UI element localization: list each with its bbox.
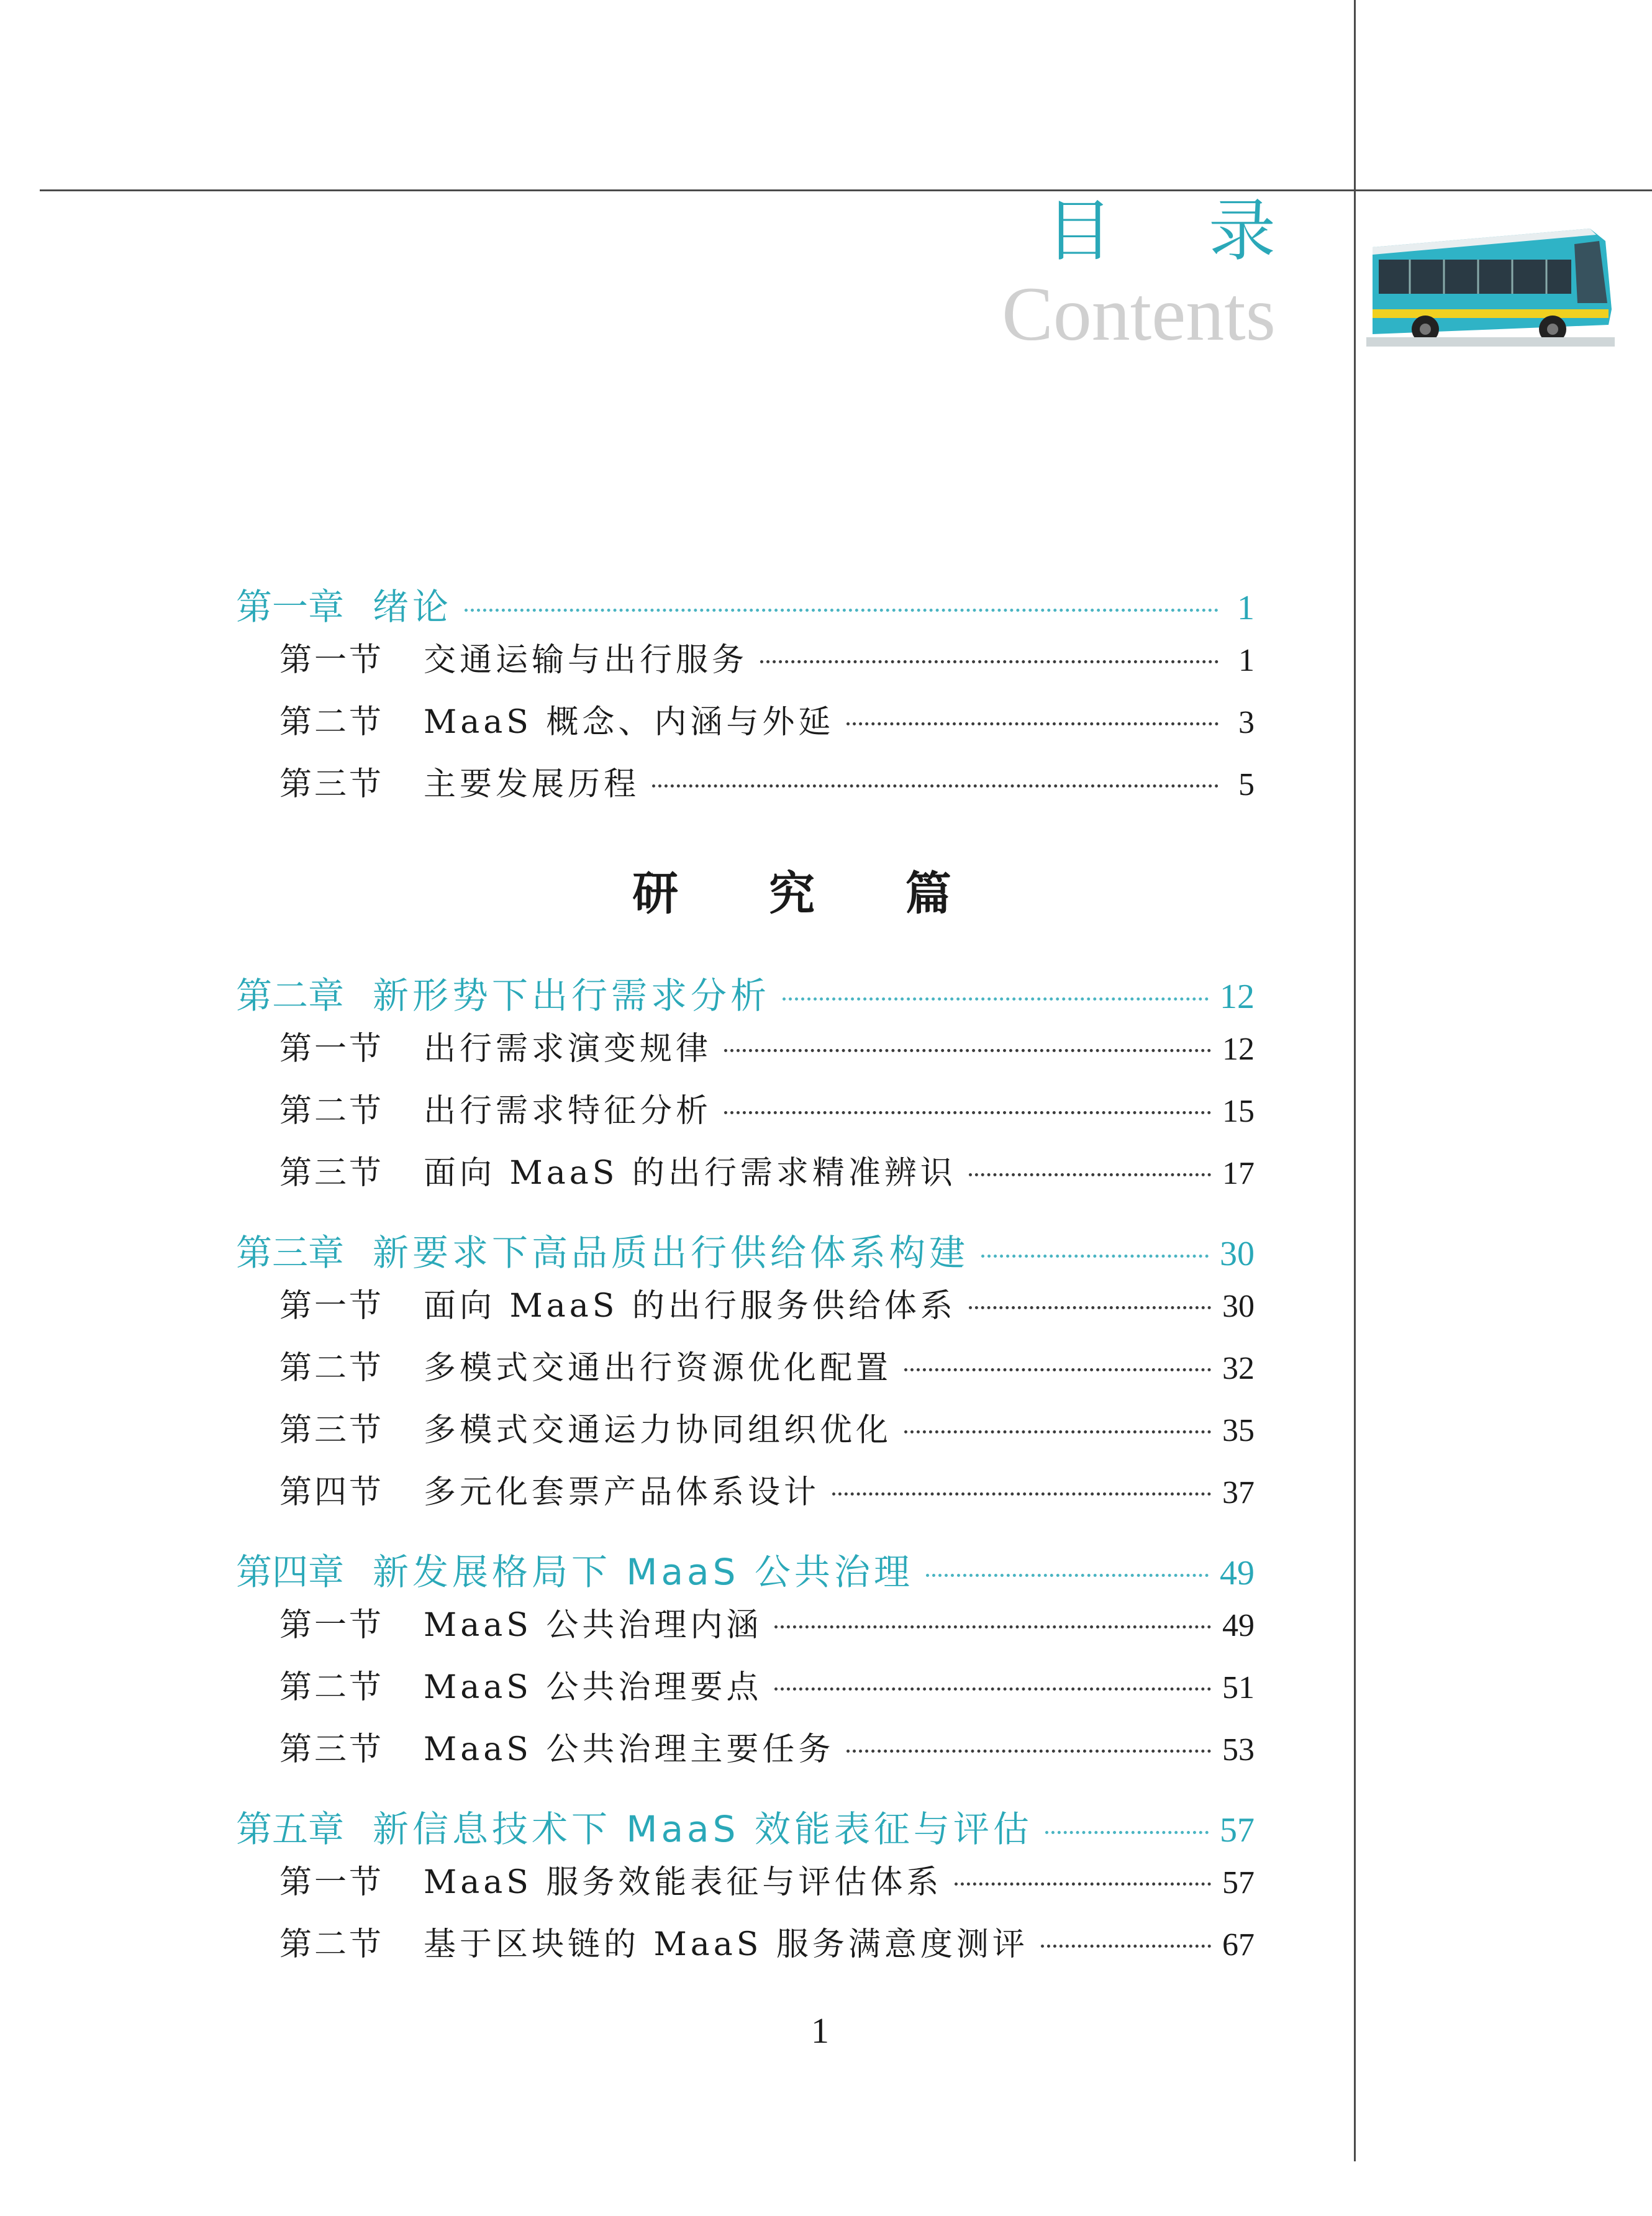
section-title: 主要发展历程 <box>424 766 640 803</box>
toc-section[interactable] <box>236 1279 1255 1342</box>
section-title: 交通运输与出行服务 <box>424 642 748 679</box>
page-number: 15 <box>1222 1094 1255 1129</box>
section-title: 出行需求演变规律 <box>424 1030 712 1068</box>
leader-dots <box>783 997 1209 1001</box>
section-number: 第三节 <box>279 766 384 803</box>
header-horizontal-rule <box>40 189 1652 191</box>
section-title: 面向 MaaS 的出行需求精准辨识 <box>424 1155 956 1192</box>
section-number: 第三节 <box>279 1731 384 1768</box>
toc-section[interactable] <box>236 1466 1255 1528</box>
leader-dots <box>774 1687 1211 1691</box>
toc-chapter-4[interactable] <box>236 1543 1255 1599</box>
toc-section[interactable] <box>236 1084 1255 1147</box>
section-title: MaaS 公共治理要点 <box>424 1669 763 1706</box>
page-number: 5 <box>1238 767 1255 802</box>
toc-chapter-3[interactable] <box>236 1224 1255 1279</box>
toc-section[interactable] <box>236 1022 1255 1084</box>
leader-dots <box>724 1049 1211 1052</box>
toc-section[interactable] <box>236 1404 1255 1466</box>
leader-dots <box>465 609 1219 612</box>
section-number: 第四节 <box>279 1474 384 1511</box>
section-title: 面向 MaaS 的出行服务供给体系 <box>424 1287 956 1325</box>
page-number: 30 <box>1220 1235 1255 1273</box>
section-number: 第一节 <box>279 1864 384 1901</box>
page-number: 57 <box>1220 1811 1255 1850</box>
section-number: 第二节 <box>279 1669 384 1706</box>
section-title: MaaS 服务效能表征与评估体系 <box>424 1864 943 1901</box>
leader-dots <box>724 1111 1211 1114</box>
page-number: 3 <box>1238 705 1255 740</box>
page-number: 37 <box>1222 1475 1255 1510</box>
section-number: 第三节 <box>279 1412 384 1449</box>
leader-dots <box>955 1882 1211 1886</box>
section-number: 第一节 <box>279 1030 384 1068</box>
page-number: 49 <box>1222 1608 1255 1643</box>
leader-dots <box>904 1368 1211 1371</box>
page-number: 67 <box>1222 1927 1255 1963</box>
chapter-title: 新发展格局下 MaaS 公共治理 <box>373 1551 914 1593</box>
page-number: 12 <box>1222 1032 1255 1067</box>
section-title: MaaS 公共治理主要任务 <box>424 1731 835 1768</box>
leader-dots <box>774 1625 1211 1628</box>
leader-dots <box>1045 1831 1209 1834</box>
page-number: 57 <box>1222 1865 1255 1900</box>
page-number: 12 <box>1220 978 1255 1016</box>
page-number: 30 <box>1222 1289 1255 1324</box>
chapter-title: 新要求下高品质出行供给体系构建 <box>373 1232 969 1274</box>
part-heading: 研 究 篇 <box>632 867 989 920</box>
section-number: 第一节 <box>279 1287 384 1325</box>
toc-section[interactable] <box>236 633 1255 696</box>
leader-dots <box>846 722 1219 725</box>
toc-section[interactable] <box>236 1856 1255 1918</box>
page-number: 35 <box>1222 1413 1255 1448</box>
page-title-english: Contents <box>1002 271 1276 356</box>
section-number: 第二节 <box>279 1350 384 1387</box>
page-edge-vertical-rule <box>1354 0 1356 2161</box>
section-title: MaaS 概念、内涵与外延 <box>424 704 835 741</box>
page-number: 51 <box>1222 1670 1255 1705</box>
section-title: 多元化套票产品体系设计 <box>424 1474 820 1511</box>
toc-section[interactable] <box>236 1599 1255 1661</box>
page-number: 53 <box>1222 1732 1255 1768</box>
section-number: 第一节 <box>279 1607 384 1644</box>
page-number: 49 <box>1220 1554 1255 1592</box>
leader-dots <box>969 1306 1211 1309</box>
chapter-number: 第三章 <box>236 1232 345 1274</box>
page-number: 17 <box>1222 1156 1255 1191</box>
leader-dots <box>1041 1945 1211 1948</box>
section-title: 出行需求特征分析 <box>424 1092 712 1130</box>
chapter-number: 第一章 <box>236 586 345 628</box>
toc-chapter-2[interactable] <box>236 966 1255 1022</box>
section-number: 第一节 <box>279 642 384 679</box>
page-number: 1 <box>1238 643 1255 678</box>
page-number: 32 <box>1222 1351 1255 1386</box>
leader-dots <box>981 1255 1209 1258</box>
leader-dots <box>846 1750 1211 1753</box>
section-number: 第三节 <box>279 1155 384 1192</box>
section-title: 基于区块链的 MaaS 服务满意度测评 <box>424 1926 1028 1963</box>
chapter-number: 第五章 <box>236 1808 345 1850</box>
leader-dots <box>969 1173 1211 1176</box>
toc-chapter-1[interactable] <box>236 578 1255 633</box>
page-folio: 1 <box>811 2010 829 2051</box>
toc-section[interactable] <box>236 1723 1255 1785</box>
section-title: MaaS 公共治理内涵 <box>424 1607 763 1644</box>
toc-section[interactable] <box>236 1147 1255 1209</box>
toc-section[interactable] <box>236 1342 1255 1404</box>
table-of-contents <box>236 578 1255 1980</box>
leader-dots <box>760 660 1219 663</box>
leader-dots <box>832 1492 1211 1496</box>
section-number: 第二节 <box>279 1926 384 1963</box>
chapter-number: 第四章 <box>236 1551 345 1593</box>
leader-dots <box>652 784 1219 788</box>
chapter-number: 第二章 <box>236 974 345 1017</box>
section-title: 多模式交通运力协同组织优化 <box>424 1412 892 1449</box>
chapter-title: 绪论 <box>373 586 453 628</box>
leader-dots <box>904 1430 1211 1433</box>
toc-section[interactable] <box>236 1918 1255 1980</box>
toc-section[interactable] <box>236 1661 1255 1723</box>
page-number: 1 <box>1237 589 1255 627</box>
bus-image <box>1366 216 1615 347</box>
section-number: 第二节 <box>279 1092 384 1130</box>
toc-section[interactable] <box>236 758 1255 820</box>
section-title: 多模式交通出行资源优化配置 <box>424 1350 892 1387</box>
chapter-title: 新形势下出行需求分析 <box>373 974 771 1017</box>
leader-dots <box>926 1574 1209 1577</box>
toc-chapter-5[interactable] <box>236 1800 1255 1856</box>
section-number: 第二节 <box>279 704 384 741</box>
page-title-chinese: 目 录 <box>1045 193 1313 270</box>
chapter-title: 新信息技术下 MaaS 效能表征与评估 <box>373 1808 1033 1850</box>
toc-section[interactable] <box>236 696 1255 758</box>
